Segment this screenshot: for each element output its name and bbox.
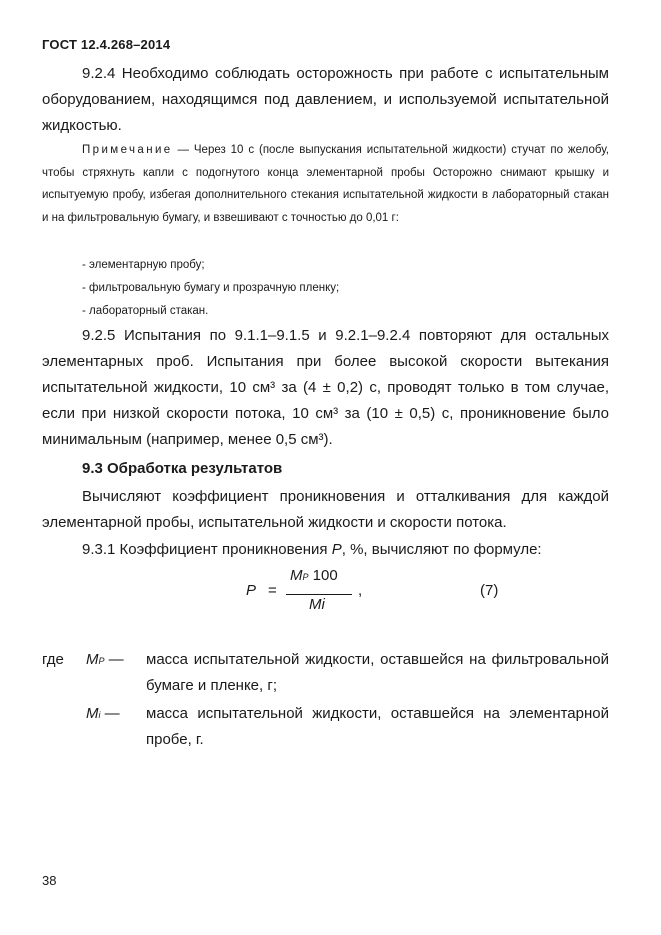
definition-symbol-mp: MP —	[86, 651, 124, 668]
note-block	[42, 139, 609, 229]
definition-text-mp: масса испытательной жидкости, оставшейся на фильтровальной бумаге и пленке, г;	[146, 651, 609, 694]
formula-comma: ,	[358, 582, 363, 599]
note-item: - элементарную пробу;	[82, 259, 205, 271]
section-heading-9-3: 9.3 Обработка результатов	[82, 460, 283, 477]
note-text: — Через 10 с (после выпускания испытательной жидкости) стучат по желобу, чтобы стряхнуть капли с подогнутого конца элементарной пробы Осторожно снимают крышку и испытуемую пробу, избегая дополнительного стекания испытательной жидкости в лабораторный стакан и на фильтровальную бумагу, и взвешивают с точностью до 0,01 г:	[42, 144, 609, 224]
formula-denominator: Mi	[309, 596, 325, 613]
where-word: где	[42, 651, 64, 668]
paragraph-9-2-5: 9.2.5 Испытания по 9.1.1–9.1.5 и 9.2.1–9.2.4 повторяют для остальных элементарных проб. Испытания при более высокой скорости вытекания испытательной жидкости, 10 см³ за (4 ± 0,2) с, проводят только в том случае, если при низкой скорости потока, 10 см³ за (10 ± 0,5) с, проникновение было минимальным (например, менее 0,5 см³).	[42, 327, 609, 448]
note-label: Примечание	[82, 144, 173, 156]
formula-lhs: P	[246, 582, 257, 599]
definition-symbol-mi: Mi —	[86, 705, 120, 722]
paragraph-9-3-1: 9.3.1 Коэффициент проникновения P, %, вычисляют по формуле:	[82, 541, 542, 558]
paragraph-9-3-intro: Вычисляют коэффициент проникновения и отталкивания для каждой элементарной пробы, испытательной жидкости и скорости потока.	[42, 488, 609, 531]
formula-number: (7)	[480, 582, 499, 599]
note-item: - лабораторный стакан.	[82, 305, 209, 317]
fraction-bar	[286, 594, 352, 595]
page-number: 38	[42, 873, 57, 888]
note-item: - фильтровальную бумагу и прозрачную пленку;	[82, 282, 340, 294]
formula-numerator: MP 100	[290, 567, 338, 584]
formula-equals: =	[268, 582, 277, 599]
definition-text-mi: масса испытательной жидкости, оставшейся на элементарной пробе, г.	[146, 705, 609, 748]
paragraph-9-2-4: 9.2.4 Необходимо соблюдать осторожность при работе с испытательным оборудованием, находящимся под давлением, и используемой испытательной жидкостью.	[42, 65, 609, 134]
standard-code-header: ГОСТ 12.4.268–2014	[42, 37, 171, 52]
